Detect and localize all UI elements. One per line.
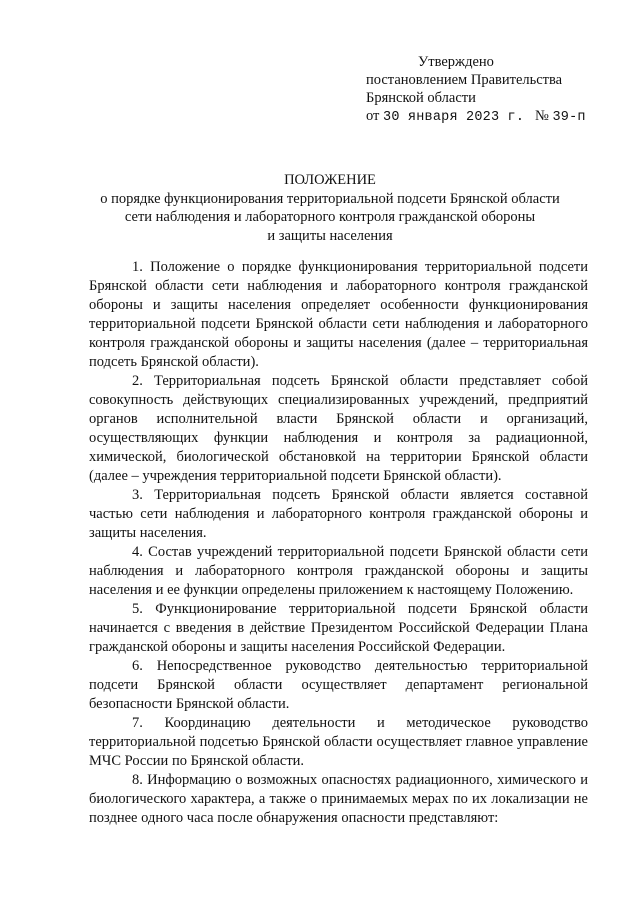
paragraph-3: 3. Территориальная подсеть Брянской области является составной частью сети наблюдения и лабораторного контроля гражданской обороны и защиты населения. — [89, 487, 588, 541]
approval-date-line — [366, 107, 626, 127]
paragraph-1: 1. Положение о порядке функционирования территориальной подсети Брянской области сети наблюдения и лабораторного контроля гражданской обороны и защиты населения определяет особенности функционирования территориальной подсети Брянской области сети наблюдения и лабораторного контроля гражданской обороны и защиты населения (далее – территориальная подсеть Брянской области). — [89, 259, 588, 370]
document-title — [60, 171, 600, 245]
approval-number-value: 39-п — [552, 110, 586, 125]
paragraph-8: 8. Информацию о возможных опасностях радиационного, химического и биологического характера, а также о принимаемых мерах по их локализации не позднее одного часа после обнаружения опасности представляют: — [89, 772, 588, 826]
approval-line-region: Брянской области — [366, 90, 476, 106]
title-line-3: и защиты населения — [267, 227, 393, 244]
paragraph-2: 2. Территориальная подсеть Брянской области представляет собой совокупность действующих специализированных учреждений, предприятий органов исполнительной власти Брянской области и организаций, осуществляющих функции наблюдения и контроля за радиационной, химической, биологической обстановкой на территории Брянской области (далее – учреждения территориальной подсети Брянской области). — [89, 373, 588, 484]
paragraph-5: 5. Функционирование территориальной подсети Брянской области начинается с введения в действие Президентом Российской Федерации Плана гражданской обороны и защиты населения Российской Федерации. — [89, 601, 588, 655]
approval-date-prefix: от — [366, 108, 380, 124]
document-heading: ПОЛОЖЕНИЕ — [284, 172, 376, 188]
approval-heading: Утверждено — [418, 54, 494, 70]
paragraph-6: 6. Непосредственное руководство деятельностью территориальной подсети Брянской области осуществляет департамент региональной безопасности Брянской области. — [89, 658, 588, 712]
paragraph-4: 4. Состав учреждений территориальной подсети Брянской области сети наблюдения и лабораторного контроля гражданской обороны и защиты населения и ее функции определены приложением к настоящему Положению. — [89, 544, 588, 598]
approval-line-decree: постановлением Правительства — [366, 72, 563, 88]
document-body — [89, 258, 588, 828]
approval-number-sign: № — [535, 108, 549, 124]
approval-block — [366, 53, 626, 127]
title-line-1: о порядке функционирования территориальной подсети Брянской области — [100, 190, 560, 207]
approval-date-value: 30 января 2023 г. — [383, 110, 525, 125]
paragraph-7: 7. Координацию деятельности и методическое руководство территориальной подсетью Брянской области осуществляет главное управление МЧС России по Брянской области. — [89, 715, 588, 769]
title-line-2: сети наблюдения и лабораторного контроля гражданской обороны — [124, 209, 536, 225]
